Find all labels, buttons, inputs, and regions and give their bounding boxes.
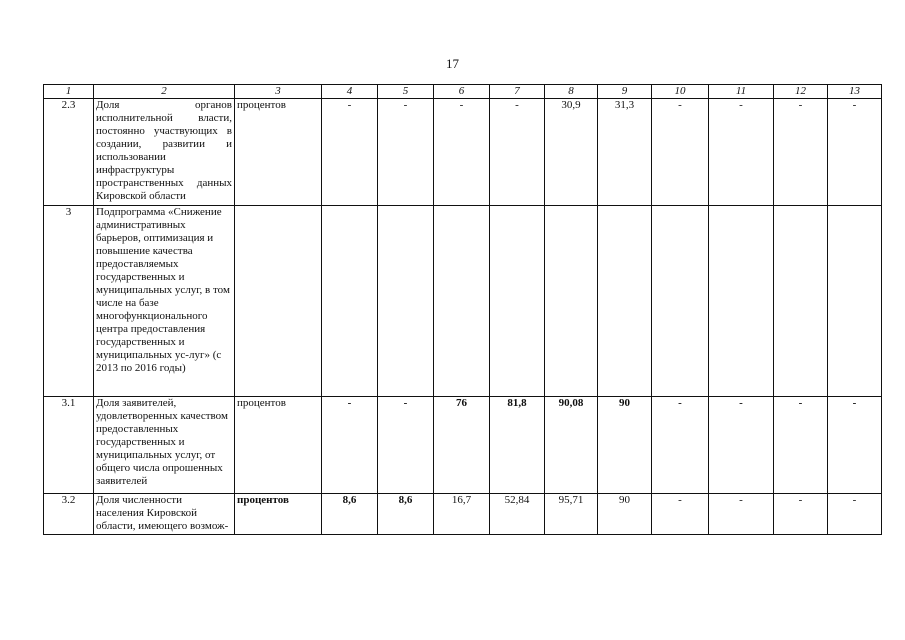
value-cell: 52,84 — [490, 494, 545, 535]
value-cell: 90 — [598, 397, 652, 494]
row-number: 3.2 — [44, 494, 94, 535]
row-description: Доля заявителей, удовлетворенных качеством предоставленных государственных и муниципальных услуг, от общего числа опрошенных заявителей — [94, 397, 235, 494]
indicators-table — [43, 84, 882, 535]
value-cell: 8,6 — [322, 494, 378, 535]
value-cell: 31,3 — [598, 99, 652, 206]
value-cell — [378, 206, 434, 397]
header-cell: 6 — [434, 85, 490, 99]
value-cell: - — [709, 494, 774, 535]
header-cell: 4 — [322, 85, 378, 99]
value-cell — [322, 206, 378, 397]
header-cell: 2 — [94, 85, 235, 99]
table-row — [44, 494, 882, 535]
row-number: 3.1 — [44, 397, 94, 494]
value-cell: 16,7 — [434, 494, 490, 535]
page-number: 17 — [446, 56, 459, 71]
value-cell: - — [378, 99, 434, 206]
table-row — [44, 206, 882, 397]
value-cell — [652, 206, 709, 397]
value-cell: 8,6 — [378, 494, 434, 535]
value-cell: - — [828, 494, 882, 535]
value-cell: - — [378, 397, 434, 494]
value-cell — [490, 206, 545, 397]
value-cell: - — [652, 494, 709, 535]
row-number: 3 — [44, 206, 94, 397]
header-cell: 11 — [709, 85, 774, 99]
header-cell: 8 — [545, 85, 598, 99]
header-cell: 7 — [490, 85, 545, 99]
value-cell — [598, 206, 652, 397]
value-cell — [828, 206, 882, 397]
table-row — [44, 99, 882, 206]
value-cell — [774, 206, 828, 397]
header-cell: 3 — [235, 85, 322, 99]
value-cell: 81,8 — [490, 397, 545, 494]
value-cell — [434, 206, 490, 397]
row-description: Доля органов исполнительной власти, постоянно участвующих в создании, развитии и использовании инфраструктуры пространственных данных Кировской области — [94, 99, 235, 206]
row-number: 2.3 — [44, 99, 94, 206]
value-cell: - — [652, 99, 709, 206]
value-cell: - — [322, 99, 378, 206]
value-cell: - — [774, 494, 828, 535]
row-description: Доля численности населения Кировской области, имеющего возмож- — [94, 494, 235, 535]
header-cell: 12 — [774, 85, 828, 99]
value-cell: 76 — [434, 397, 490, 494]
header-cell: 10 — [652, 85, 709, 99]
value-cell: - — [774, 99, 828, 206]
value-cell: - — [828, 397, 882, 494]
value-cell — [709, 206, 774, 397]
value-cell: - — [709, 397, 774, 494]
header-row — [44, 85, 882, 99]
value-cell: 95,71 — [545, 494, 598, 535]
value-cell: 90 — [598, 494, 652, 535]
row-unit — [235, 206, 322, 397]
value-cell: - — [709, 99, 774, 206]
value-cell: - — [322, 397, 378, 494]
header-cell: 1 — [44, 85, 94, 99]
value-cell: - — [652, 397, 709, 494]
header-cell: 9 — [598, 85, 652, 99]
value-cell: - — [828, 99, 882, 206]
table-row — [44, 397, 882, 494]
value-cell: - — [774, 397, 828, 494]
value-cell: - — [490, 99, 545, 206]
value-cell: 30,9 — [545, 99, 598, 206]
value-cell — [545, 206, 598, 397]
value-cell: 90,08 — [545, 397, 598, 494]
row-unit: процентов — [235, 494, 322, 535]
row-unit: процентов — [235, 99, 322, 206]
row-unit: процентов — [235, 397, 322, 494]
value-cell: - — [434, 99, 490, 206]
row-description: Подпрограмма «Снижение административных барьеров, оптимизация и повышение качества предоставляемых государственных и муниципальных услуг, в том числе на базе многофункционального центра предоставления государственных и муниципальных ус-луг» (с 2013 по 2016 годы) — [94, 206, 235, 397]
header-cell: 5 — [378, 85, 434, 99]
header-cell: 13 — [828, 85, 882, 99]
